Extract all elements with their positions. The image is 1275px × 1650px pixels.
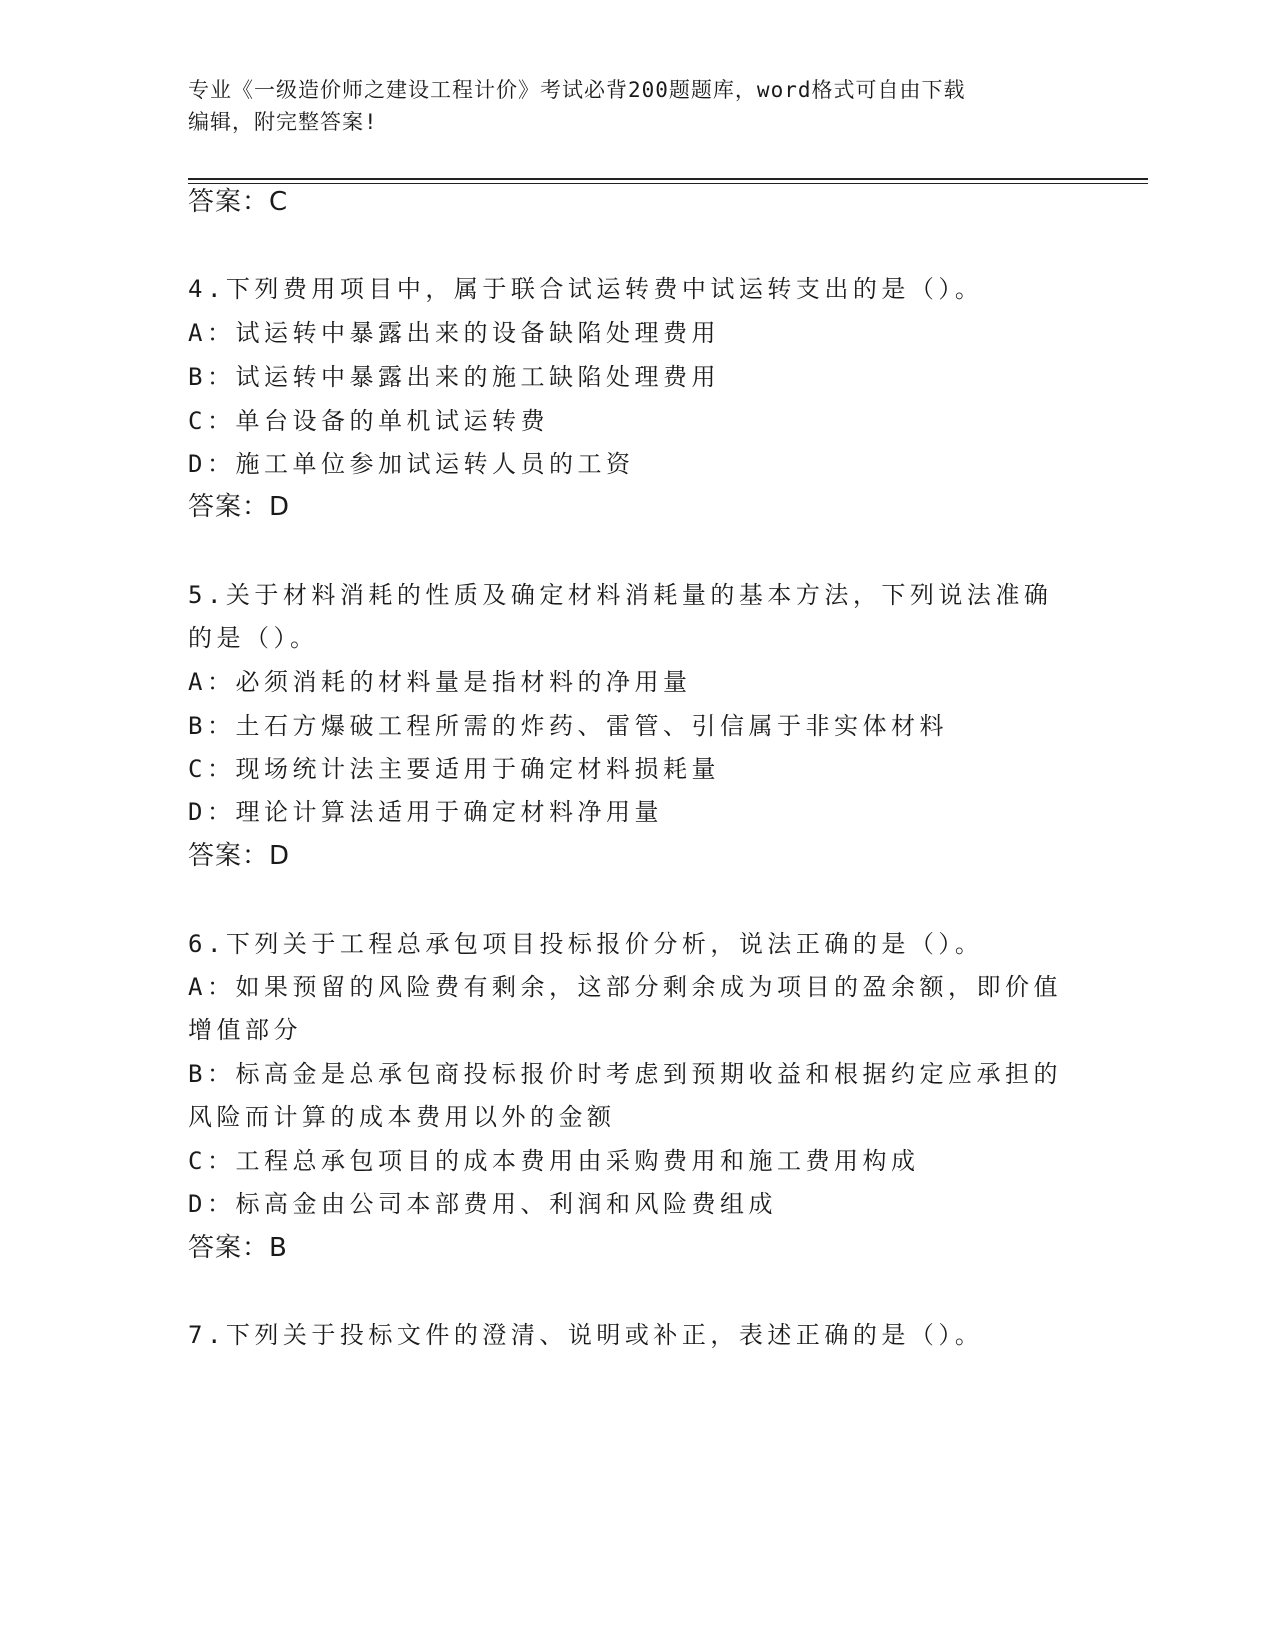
option-c: C：单台设备的单机试运转费 [188, 407, 549, 435]
answer-line: 答案：D [188, 492, 291, 522]
question-stem-6: 6.下列关于工程总承包项目投标报价分析，说法正确的是（）。 [188, 930, 984, 958]
question-stem-4: 4.下列费用项目中，属于联合试运转费中试运转支出的是（）。 [188, 275, 984, 303]
document-header [188, 74, 1088, 138]
option-d: D：理论计算法适用于确定材料净用量 [188, 798, 663, 826]
option-a: A：必须消耗的材料量是指材料的净用量 [188, 668, 692, 696]
answer-line: 答案：C [188, 187, 289, 217]
question-stem-7: 7.下列关于投标文件的澄清、说明或补正，表述正确的是（）。 [188, 1321, 984, 1349]
header-line-2: 编辑，附完整答案! [188, 110, 378, 134]
header-divider-thin [188, 183, 1148, 184]
header-divider [188, 178, 1148, 180]
option-d: D：施工单位参加试运转人员的工资 [188, 450, 635, 478]
option-c: C：工程总承包项目的成本费用由采购费用和施工费用构成 [188, 1147, 920, 1175]
answer-line: 答案：D [188, 841, 291, 871]
header-line-1: 专业《一级造价师之建设工程计价》考试必背200题题库，word格式可自由下载 [188, 78, 966, 102]
option-a-cont: 增值部分 [188, 1016, 302, 1044]
option-d: D：标高金由公司本部费用、利润和风险费组成 [188, 1190, 777, 1218]
question-stem-5-cont: 的是（）。 [188, 624, 319, 652]
question-stem-5: 5.关于材料消耗的性质及确定材料消耗量的基本方法，下列说法准确 [188, 581, 1053, 609]
option-b: B：土石方爆破工程所需的炸药、雷管、引信属于非实体材料 [188, 712, 948, 740]
option-c: C：现场统计法主要适用于确定材料损耗量 [188, 755, 720, 783]
option-b: B：标高金是总承包商投标报价时考虑到预期收益和根据约定应承担的 [188, 1060, 1062, 1088]
option-b-cont: 风险而计算的成本费用以外的金额 [188, 1103, 616, 1131]
option-a: A：试运转中暴露出来的设备缺陷处理费用 [188, 319, 720, 347]
option-b: B：试运转中暴露出来的施工缺陷处理费用 [188, 363, 720, 391]
option-a: A：如果预留的风险费有剩余，这部分剩余成为项目的盈余额，即价值 [188, 973, 1062, 1001]
answer-line: 答案：B [188, 1233, 288, 1263]
